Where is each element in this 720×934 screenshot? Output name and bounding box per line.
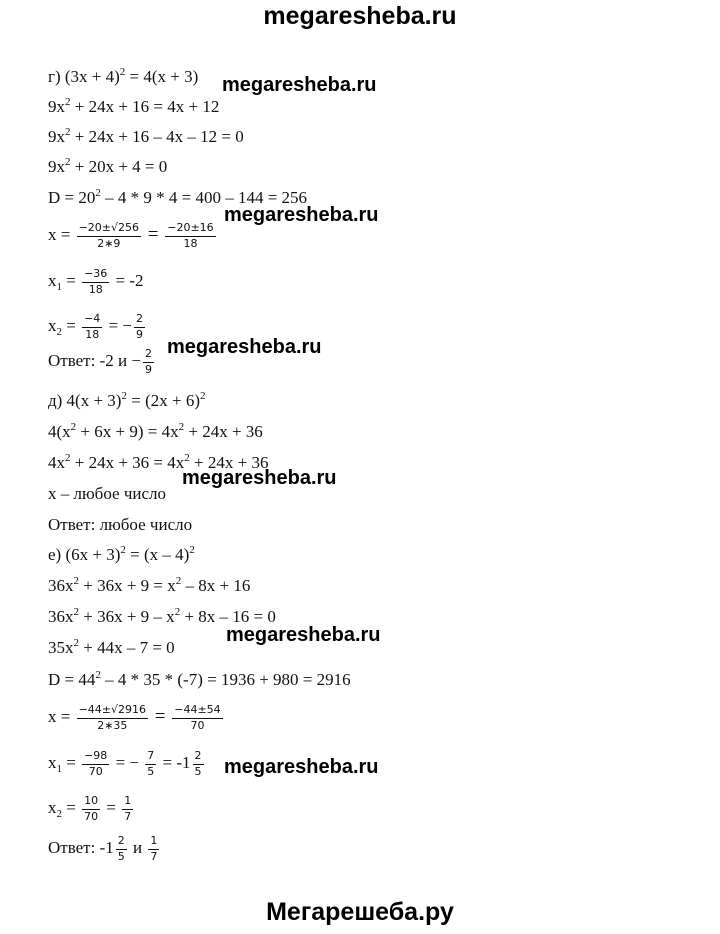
g-line-4: $9x^2 + 20x + 4 = 0$ (48, 156, 168, 176)
site-footer: Мегарешеба.ру (266, 898, 454, 926)
e-root-1: $x_1$ = $\frac{-98}{70}$ = − $\frac{7}{5}$ = -1 $\frac{2}{5}$ (48, 749, 202, 778)
watermark: megaresheba.ru (182, 467, 337, 489)
watermark: megaresheba.ru (167, 336, 322, 358)
e-discriminant: $D = 44^2 - 4 * 35 * (-7) = 1936 + 980 = 2916$ (48, 669, 351, 689)
e-line-3: $36x^2 + 36x + 9 - x^2 + 8x - 16 = 0$ (48, 606, 276, 626)
g-discriminant: $D = 20^2 - 4 * 9 * 4 = 400 - 144 = 256$ (48, 187, 308, 207)
g-line-2: $9x^2 + 24x + 16 = 4x + 12$ (48, 96, 220, 116)
g-root-2: $x_2$ = $\frac{-4}{18}$ = − $\frac{2}{9}$ (48, 312, 143, 341)
d-line-2: $4(x^2 + 6x + 9) = 4x^2 + 24x + 36$ (48, 421, 263, 441)
site-header: megaresheba.ru (263, 2, 457, 30)
watermark: megaresheba.ru (226, 624, 381, 646)
e-line-4: $35x^2 + 44x - 7 = 0$ (48, 637, 175, 657)
e-line-1: е) $(6x + 3)^2 = (x - 4)^2$ (48, 544, 195, 564)
g-roots-formula: x = $\frac{-20\pm√256}{2∗9}$ = $\frac{-20\pm 16}{18}$ (48, 221, 214, 250)
e-root-2: $x_2$ = $\frac{10}{70}$ = $\frac{1}{7}$ (48, 794, 132, 823)
watermark: megaresheba.ru (224, 204, 379, 226)
e-line-2: $36x^2 + 36x + 9 = x^2 - 8x + 16$ (48, 575, 251, 595)
watermark: megaresheba.ru (222, 74, 377, 96)
e-answer: Ответ: -1 $\frac{2}{5}$ и $\frac{1}{7}$ (48, 834, 158, 863)
g-root-1: $x_1$ = $\frac{-36}{18}$ = -2 (48, 267, 144, 296)
e-roots-formula: x = $\frac{-44\pm√2916}{2∗35}$ = $\frac{-44\pm 54}{70}$ (48, 703, 221, 732)
g-line-1: г) $(3x + 4)^2 = 4(x + 3)$ (48, 66, 199, 86)
d-line-1: д) $4(x + 3)^2 = (2x + 6)^2$ (48, 390, 206, 410)
watermark: megaresheba.ru (224, 756, 379, 778)
d-line-3: $4x^2 + 24x + 36 = 4x^2 + 24x + 36$ (48, 452, 269, 472)
g-line-3: $9x^2 + 24x + 16 - 4x - 12 = 0$ (48, 126, 244, 146)
d-answer: Ответ: любое число (48, 515, 193, 534)
g-answer: Ответ: -2 и − $\frac{2}{9}$ (48, 347, 152, 376)
d-line-4: x – любое число (48, 484, 167, 503)
